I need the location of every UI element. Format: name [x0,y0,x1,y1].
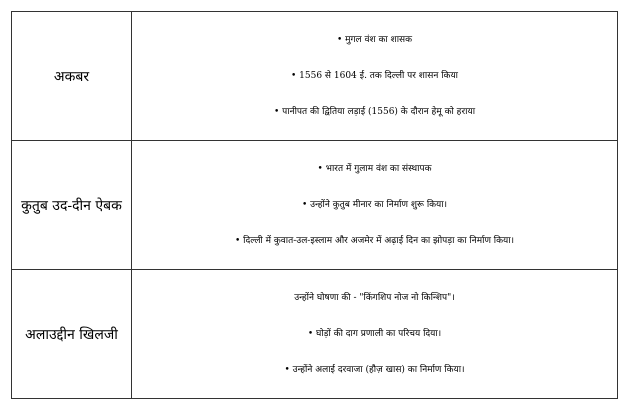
table-row [12,12,618,141]
fact-item: • घोड़ों की दाग प्रणाली का परिचय दिया। [307,329,442,339]
ruler-facts-cell [132,270,618,399]
ruler-facts-cell [132,12,618,141]
ruler-name-cell: कुतुब उद-दीन ऐबक [12,141,132,270]
fact-item: • दिल्ली में कुवात-उल-इस्लाम और अजमेर में अढ़ाई दिन का झोपड़ा का निर्माण किया। [234,236,515,246]
fact-item: • मुगल वंश का शासक [336,35,413,45]
fact-item: • 1556 से 1604 ई. तक दिल्ली पर शासन किया [291,71,458,81]
fact-item: • भारत में गुलाम वंश का संस्थापक [317,164,432,174]
fact-item: • उन्होंने कुतुब मीनार का निर्माण शुरू किया। [301,200,448,210]
fact-item: • पानीपत की द्वितिया लड़ाई (1556) के दौरान हेमू को हराया [273,107,476,117]
table-row [12,270,618,399]
fact-item: • उन्होंने अलाई दरवाजा (हौज़ खास) का निर्माण किया। [284,365,465,375]
ruler-facts-cell [132,141,618,270]
ruler-name-cell: अकबर [12,12,132,141]
ruler-name-cell: अलाउद्दीन खिलजी [12,270,132,399]
rulers-table [11,11,618,399]
fact-item: उन्होंने घोषणा की - "किंगशिप नोज नो किन्शिप"। [294,293,455,303]
table-row [12,141,618,270]
